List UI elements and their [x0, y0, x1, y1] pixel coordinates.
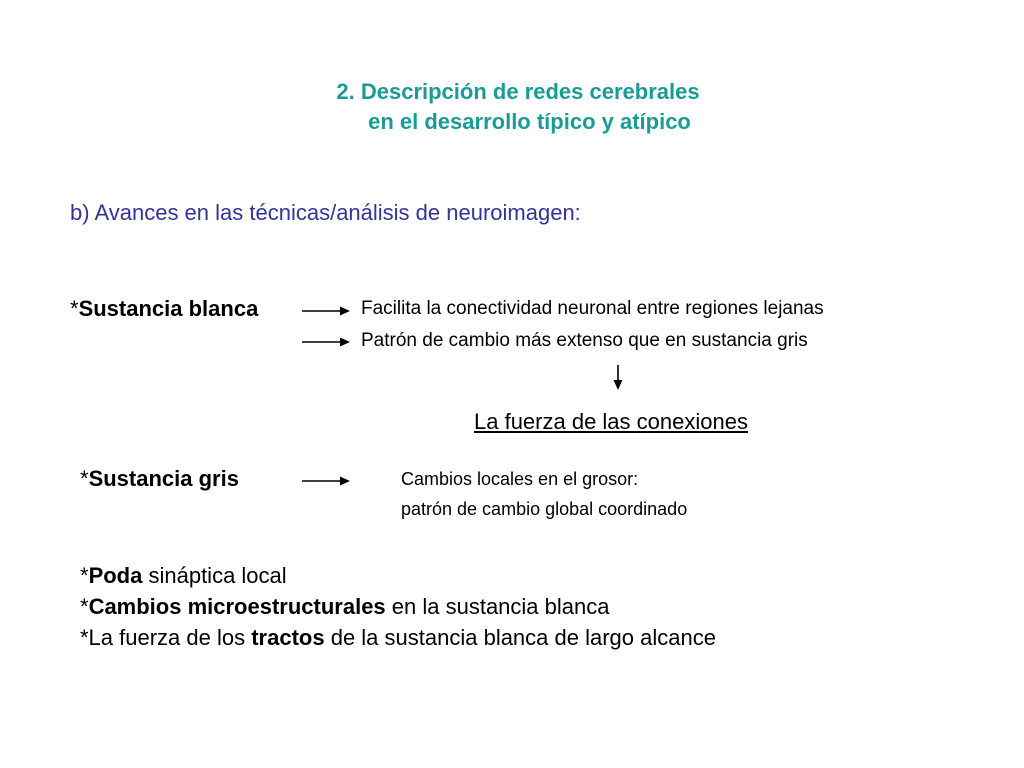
- slide-title-line2: en el desarrollo típico y atípico: [368, 109, 691, 134]
- bullet-bold: tractos: [251, 625, 325, 650]
- down-arrow-icon: [612, 365, 624, 391]
- slide-title: [0, 77, 1024, 137]
- bullet-list: [80, 560, 716, 653]
- bullet-rest: sináptica local: [142, 563, 287, 588]
- connection-strength-label: La fuerza de las conexiones: [474, 409, 748, 434]
- white-matter-note-2: Patrón de cambio más extenso que en sustancia gris: [361, 330, 808, 351]
- right-arrow-icon: [302, 475, 352, 487]
- gray-matter-note-line1: Cambios locales en el grosor:: [401, 469, 639, 489]
- bullet-prefix: *La fuerza de los: [80, 625, 252, 650]
- list-item: [80, 622, 716, 653]
- bullet-prefix: *: [80, 594, 89, 619]
- gray-matter-label: *Sustancia gris: [80, 466, 239, 491]
- bullet-bold: Poda: [88, 563, 143, 588]
- bullet-rest: de la sustancia blanca de largo alcance: [324, 625, 716, 650]
- right-arrow-icon: [302, 336, 352, 348]
- gray-matter-note-line2: patrón de cambio global coordinado: [401, 499, 688, 519]
- slide-title-line1: 2. Descripción de redes cerebrales: [336, 79, 700, 104]
- white-matter-note-1: Facilita la conectividad neuronal entre regiones lejanas: [361, 298, 824, 319]
- right-arrow-icon: [302, 305, 352, 317]
- section-subtitle: b) Avances en las técnicas/análisis de neuroimagen:: [70, 200, 581, 225]
- list-item: [80, 591, 716, 622]
- bullet-bold: Cambios microestructurales: [88, 594, 386, 619]
- bullet-prefix: *: [80, 563, 89, 588]
- white-matter-label: *Sustancia blanca: [70, 296, 259, 321]
- list-item: [80, 560, 716, 591]
- gray-matter-note: [401, 464, 687, 524]
- bullet-rest: en la sustancia blanca: [385, 594, 610, 619]
